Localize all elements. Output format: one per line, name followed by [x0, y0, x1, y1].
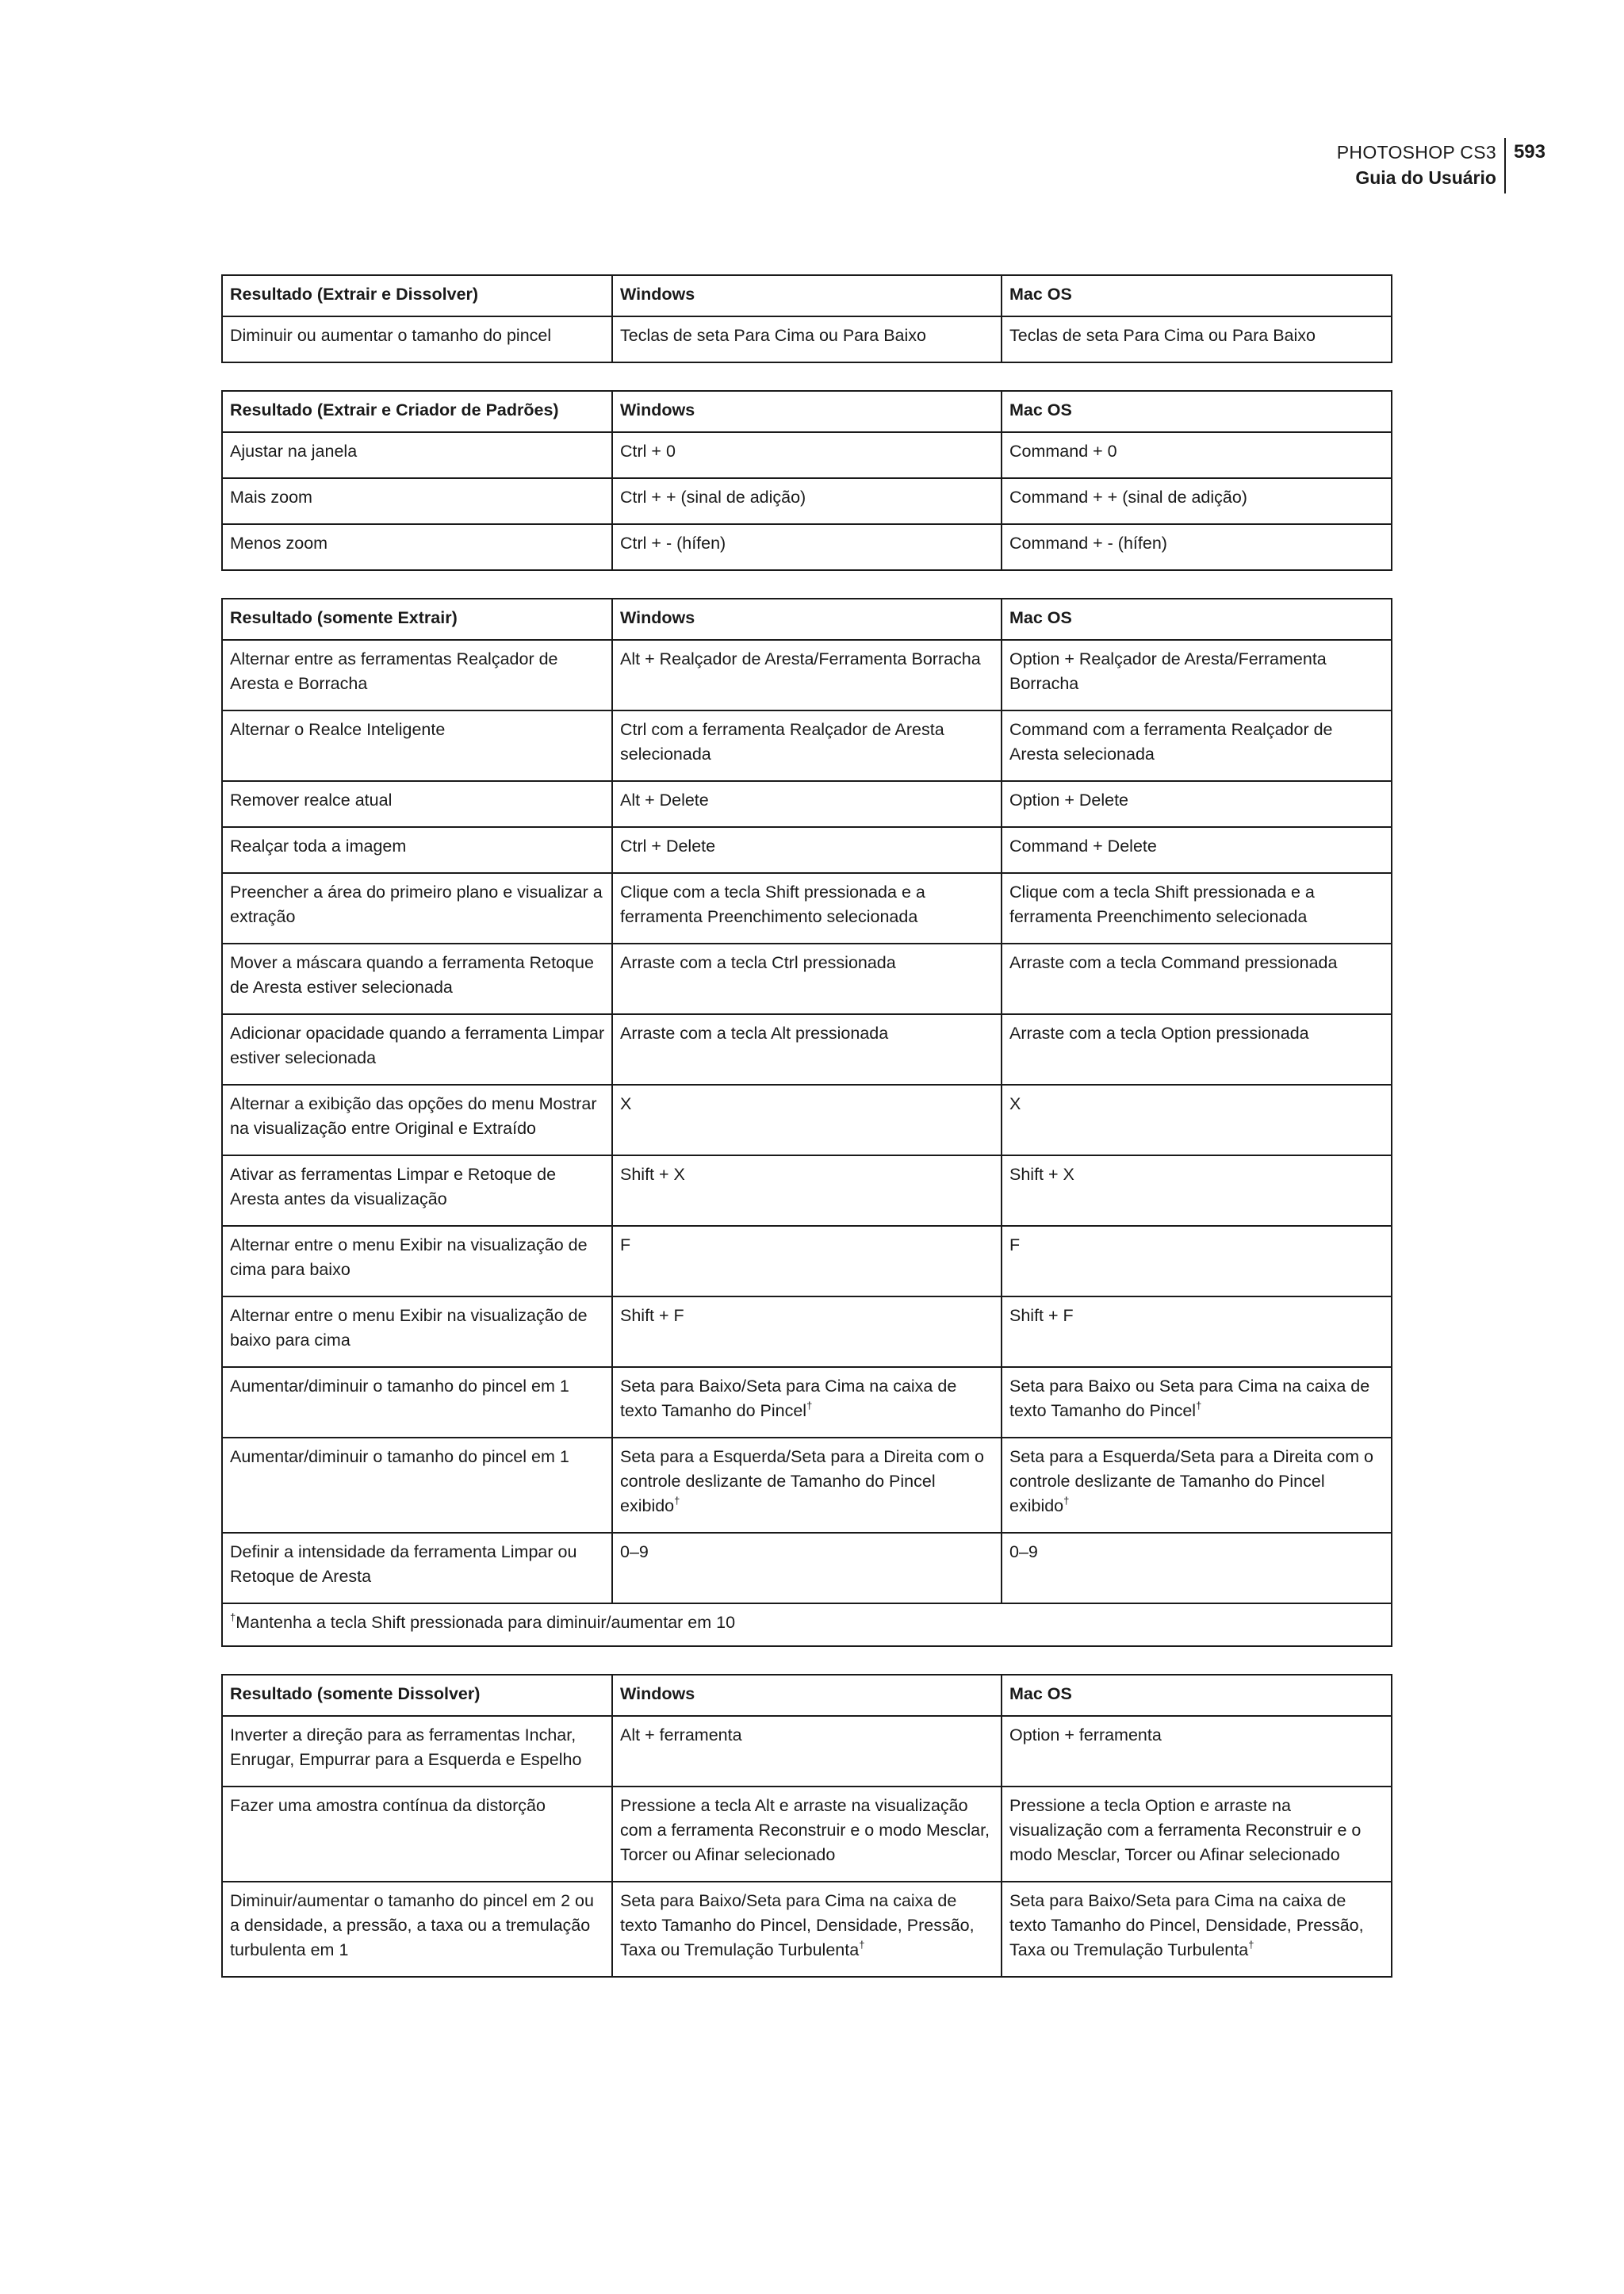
table-row: [222, 944, 1392, 1014]
cell-result: Menos zoom: [222, 524, 612, 570]
cell-result: Ativar as ferramentas Limpar e Retoque de Aresta antes da visualização: [222, 1155, 612, 1226]
cell-windows: Clique com a tecla Shift pressionada e a ferramenta Preenchimento selecionada: [612, 873, 1002, 944]
cell-result: Realçar toda a imagem: [222, 827, 612, 873]
cell-result: Alternar entre o menu Exibir na visualização de baixo para cima: [222, 1296, 612, 1367]
cell-windows: Alt + Realçador de Aresta/Ferramenta Borracha: [612, 640, 1002, 710]
column-header-macos: Mac OS: [1002, 391, 1392, 432]
table-row: [222, 1155, 1392, 1226]
table-row: [222, 1716, 1392, 1787]
table-header-row: [222, 275, 1392, 316]
cell-result: Mover a máscara quando a ferramenta Retoque de Aresta estiver selecionada: [222, 944, 612, 1014]
column-header-macos: Mac OS: [1002, 599, 1392, 640]
column-header-macos: Mac OS: [1002, 1675, 1392, 1716]
table-row: [222, 1367, 1392, 1438]
cell-result: Diminuir ou aumentar o tamanho do pincel: [222, 316, 612, 362]
table-row: [222, 478, 1392, 524]
column-header-result: Resultado (somente Extrair): [222, 599, 612, 640]
cell-macos: Seta para Baixo ou Seta para Cima na caixa de texto Tamanho do Pincel†: [1002, 1367, 1392, 1438]
cell-macos: Command + - (hífen): [1002, 524, 1392, 570]
cell-result: Alternar entre o menu Exibir na visualização de cima para baixo: [222, 1226, 612, 1296]
cell-result: Diminuir/aumentar o tamanho do pincel em 2 ou a densidade, a pressão, a taxa ou a tremulação turbulenta em 1: [222, 1882, 612, 1977]
page-number: 593: [1513, 141, 1545, 163]
header-guide: Guia do Usuário: [1355, 167, 1496, 188]
table-header-row: [222, 599, 1392, 640]
cell-windows: Shift + X: [612, 1155, 1002, 1226]
cell-macos: Shift + X: [1002, 1155, 1392, 1226]
column-header-result: Resultado (Extrair e Dissolver): [222, 275, 612, 316]
cell-windows: Seta para Baixo/Seta para Cima na caixa de texto Tamanho do Pincel, Densidade, Pressão, Taxa ou Tremulação Turbulenta†: [612, 1882, 1002, 1977]
running-header: [1337, 140, 1545, 193]
cell-windows: Teclas de seta Para Cima ou Para Baixo: [612, 316, 1002, 362]
table-header-row: [222, 391, 1392, 432]
cell-windows: Alt + ferramenta: [612, 1716, 1002, 1787]
cell-macos: Arraste com a tecla Command pressionada: [1002, 944, 1392, 1014]
cell-macos: Seta para Baixo/Seta para Cima na caixa de texto Tamanho do Pincel, Densidade, Pressão, Taxa ou Tremulação Turbulenta†: [1002, 1882, 1392, 1977]
table-row: [222, 781, 1392, 827]
cell-windows: Arraste com a tecla Alt pressionada: [612, 1014, 1002, 1085]
table-row: [222, 873, 1392, 944]
cell-macos: X: [1002, 1085, 1392, 1155]
cell-result: Adicionar opacidade quando a ferramenta Limpar estiver selecionada: [222, 1014, 612, 1085]
cell-macos: 0–9: [1002, 1533, 1392, 1603]
cell-macos: Option + ferramenta: [1002, 1716, 1392, 1787]
cell-macos: Pressione a tecla Option e arraste na visualização com a ferramenta Reconstruir e o modo Mesclar, Torcer ou Afinar selecionado: [1002, 1787, 1392, 1882]
cell-windows: Shift + F: [612, 1296, 1002, 1367]
column-header-windows: Windows: [612, 275, 1002, 316]
table-row: [222, 1533, 1392, 1603]
cell-result: Alternar entre as ferramentas Realçador de Aresta e Borracha: [222, 640, 612, 710]
cell-macos: Teclas de seta Para Cima ou Para Baixo: [1002, 316, 1392, 362]
table-header-row: [222, 1675, 1392, 1716]
column-header-windows: Windows: [612, 599, 1002, 640]
cell-macos: Option + Realçador de Aresta/Ferramenta Borracha: [1002, 640, 1392, 710]
header-product: PHOTOSHOP CS3: [1336, 142, 1496, 163]
cell-macos: Clique com a tecla Shift pressionada e a ferramenta Preenchimento selecionada: [1002, 873, 1392, 944]
table-row: [222, 1085, 1392, 1155]
table-footnote: †Mantenha a tecla Shift pressionada para diminuir/aumentar em 10: [222, 1603, 1392, 1646]
cell-result: Aumentar/diminuir o tamanho do pincel em 1: [222, 1367, 612, 1438]
cell-result: Alternar a exibição das opções do menu Mostrar na visualização entre Original e Extraído: [222, 1085, 612, 1155]
cell-result: Inverter a direção para as ferramentas Inchar, Enrugar, Empurrar para a Esquerda e Espelho: [222, 1716, 612, 1787]
cell-macos: Shift + F: [1002, 1296, 1392, 1367]
cell-windows: Arraste com a tecla Ctrl pressionada: [612, 944, 1002, 1014]
table-row: [222, 827, 1392, 873]
cell-windows: Pressione a tecla Alt e arraste na visualização com a ferramenta Reconstruir e o modo Mesclar, Torcer ou Afinar selecionado: [612, 1787, 1002, 1882]
table-row: [222, 640, 1392, 710]
cell-macos: Command com a ferramenta Realçador de Aresta selecionada: [1002, 710, 1392, 781]
cell-windows: Ctrl + 0: [612, 432, 1002, 478]
cell-macos: Seta para a Esquerda/Seta para a Direita com o controle deslizante de Tamanho do Pincel exibido†: [1002, 1438, 1392, 1533]
cell-macos: Command + Delete: [1002, 827, 1392, 873]
cell-result: Preencher a área do primeiro plano e visualizar a extração: [222, 873, 612, 944]
cell-macos: Command + + (sinal de adição): [1002, 478, 1392, 524]
shortcut-table: [221, 274, 1392, 363]
cell-result: Remover realce atual: [222, 781, 612, 827]
header-text: [1337, 140, 1504, 190]
cell-windows: Seta para a Esquerda/Seta para a Direita com o controle deslizante de Tamanho do Pincel exibido†: [612, 1438, 1002, 1533]
table-row: [222, 524, 1392, 570]
column-header-result: Resultado (somente Dissolver): [222, 1675, 612, 1716]
cell-result: Definir a intensidade da ferramenta Limpar ou Retoque de Aresta: [222, 1533, 612, 1603]
cell-windows: Seta para Baixo/Seta para Cima na caixa de texto Tamanho do Pincel†: [612, 1367, 1002, 1438]
cell-result: Ajustar na janela: [222, 432, 612, 478]
cell-result: Aumentar/diminuir o tamanho do pincel em 1: [222, 1438, 612, 1533]
cell-windows: F: [612, 1226, 1002, 1296]
table-row: [222, 1014, 1392, 1085]
table-footnote-row: [222, 1603, 1392, 1646]
column-header-macos: Mac OS: [1002, 275, 1392, 316]
cell-windows: 0–9: [612, 1533, 1002, 1603]
cell-macos: F: [1002, 1226, 1392, 1296]
cell-result: Mais zoom: [222, 478, 612, 524]
column-header-result: Resultado (Extrair e Criador de Padrões): [222, 391, 612, 432]
shortcut-table: [221, 598, 1392, 1647]
table-row: [222, 1787, 1392, 1882]
table-row: [222, 432, 1392, 478]
cell-result: Fazer uma amostra contínua da distorção: [222, 1787, 612, 1882]
table-row: [222, 1226, 1392, 1296]
cell-macos: Command + 0: [1002, 432, 1392, 478]
table-row: [222, 1438, 1392, 1533]
shortcut-table: [221, 390, 1392, 571]
shortcut-tables: [221, 274, 1391, 2005]
cell-windows: Ctrl + Delete: [612, 827, 1002, 873]
column-header-windows: Windows: [612, 1675, 1002, 1716]
cell-windows: Ctrl + - (hífen): [612, 524, 1002, 570]
cell-macos: Option + Delete: [1002, 781, 1392, 827]
cell-windows: Ctrl + + (sinal de adição): [612, 478, 1002, 524]
cell-result: Alternar o Realce Inteligente: [222, 710, 612, 781]
column-header-windows: Windows: [612, 391, 1002, 432]
table-row: [222, 1296, 1392, 1367]
cell-windows: Ctrl com a ferramenta Realçador de Aresta selecionada: [612, 710, 1002, 781]
cell-windows: Alt + Delete: [612, 781, 1002, 827]
table-row: [222, 316, 1392, 362]
shortcut-table: [221, 1674, 1392, 1978]
table-row: [222, 1882, 1392, 1977]
table-row: [222, 710, 1392, 781]
cell-macos: Arraste com a tecla Option pressionada: [1002, 1014, 1392, 1085]
cell-windows: X: [612, 1085, 1002, 1155]
